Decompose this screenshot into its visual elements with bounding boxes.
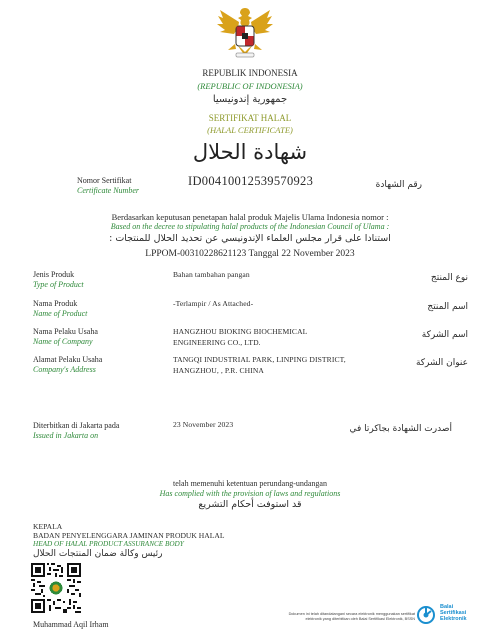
company-address-label-en: Company's Address (33, 365, 96, 374)
product-type-label-ar: نوع المنتج (430, 273, 468, 283)
issued-date-value: 23 November 2023 (173, 420, 234, 429)
signatory-name: Muhammad Aqil Irham (33, 620, 109, 629)
signatory-title: KEPALA (33, 522, 63, 531)
garuda-emblem-icon (214, 2, 276, 64)
product-name-label-ar: اسم المنتج (427, 302, 468, 312)
company-address-value: TANGQI INDUSTRIAL PARK, LINPING DISTRICT, HANGZHOU, , P.R. CHINA (173, 355, 346, 375)
company-name-label-ar: اسم الشركة (421, 330, 468, 340)
country-title: REPUBLIK INDONESIA (202, 68, 298, 78)
signatory-agency-en: HEAD OF HALAL PRODUCT ASSURANCE BODY (33, 540, 184, 548)
qr-code-icon (31, 563, 81, 613)
company-address-label: Alamat Pelaku Usaha (33, 355, 103, 364)
e-signature-note (255, 612, 415, 622)
product-type-value: Bahan tambahan pangan (173, 270, 250, 279)
bsre-logo-text (440, 604, 467, 622)
certificate-number-label-ar: رقم الشهادة (375, 180, 422, 190)
country-title-ar: جمهورية إندونيسيا (212, 94, 288, 105)
certificate-title: SERTIFIKAT HALAL (208, 113, 292, 123)
e-signature-note-line1: Dokumen ini telah ditandatangani secara elektronik menggunakan sertifikat (288, 612, 415, 616)
product-type-label: Jenis Produk (33, 270, 75, 279)
certificate-number-label-en: Certificate Number (77, 186, 139, 195)
e-signature-note-line2: elektronik yang diterbitkan oleh Balai Sertifikasi Elektronik, BSSN (305, 617, 415, 621)
product-name-value: -Terlampir / As Attached- (173, 299, 254, 308)
certificate-title-en: (HALAL CERTIFICATE) (207, 125, 293, 135)
certificate-number-label: Nomor Sertifikat (77, 176, 132, 185)
product-type-label-en: Type of Product (33, 280, 84, 289)
decree-number: LPPOM-00310228621123 Tanggal 22 November 2023 (145, 249, 355, 259)
country-title-en: (REPUBLIC OF INDONESIA) (197, 81, 303, 91)
bsre-logo-line3: Elektronik (440, 616, 467, 622)
bsre-logo-line1: Balai (440, 604, 454, 610)
company-address-label-ar: عنوان الشركة (415, 358, 468, 368)
product-name-label-en: Name of Product (33, 309, 88, 318)
company-name-label-en: Name of Company (33, 337, 93, 346)
issued-label: Diterbitkan di Jakarta pada (33, 421, 120, 430)
compliance-statement-ar: قد استوفت أحكام التشريع (198, 499, 302, 510)
company-name-value: HANGZHOU BIOKING BIOCHEMICAL ENGINEERING CO., LTD. (173, 327, 308, 347)
decree-basis-ar: استنادا على قرار مجلس العلماء الإندونيسي عن تحديد الحلال للمنتجات : (109, 233, 391, 244)
compliance-statement: telah memenuhi ketentuan perundang-undangan (173, 479, 327, 488)
compliance-statement-en: Has complied with the provision of laws and regulations (159, 489, 341, 498)
decree-basis: Berdasarkan keputusan penetapan halal produk Majelis Ulama Indonesia nomor : (111, 212, 389, 222)
bsre-logo-icon (416, 603, 436, 625)
certificate-number-value: ID00410012539570923 (188, 174, 314, 188)
bsre-logo-line2: Sertifikasi (440, 610, 467, 616)
decree-basis-en: Based on the decree to stipulating halal products of the Indonesian Council of Ulama : (110, 222, 390, 231)
signatory-agency-ar: رئيس وكالة ضمان المنتجات الحلال (33, 549, 163, 559)
issued-label-ar: أصدرت الشهادة بجاكرتا في (349, 424, 452, 434)
company-name-label: Nama Pelaku Usaha (33, 327, 98, 336)
issued-label-en: Issued in Jakarta on (33, 431, 99, 440)
certificate-title-ar: شهادة الحلال (192, 140, 308, 164)
product-name-label: Nama Produk (33, 299, 78, 308)
signatory-agency: BADAN PENYELENGGARA JAMINAN PRODUK HALAL (33, 531, 225, 540)
